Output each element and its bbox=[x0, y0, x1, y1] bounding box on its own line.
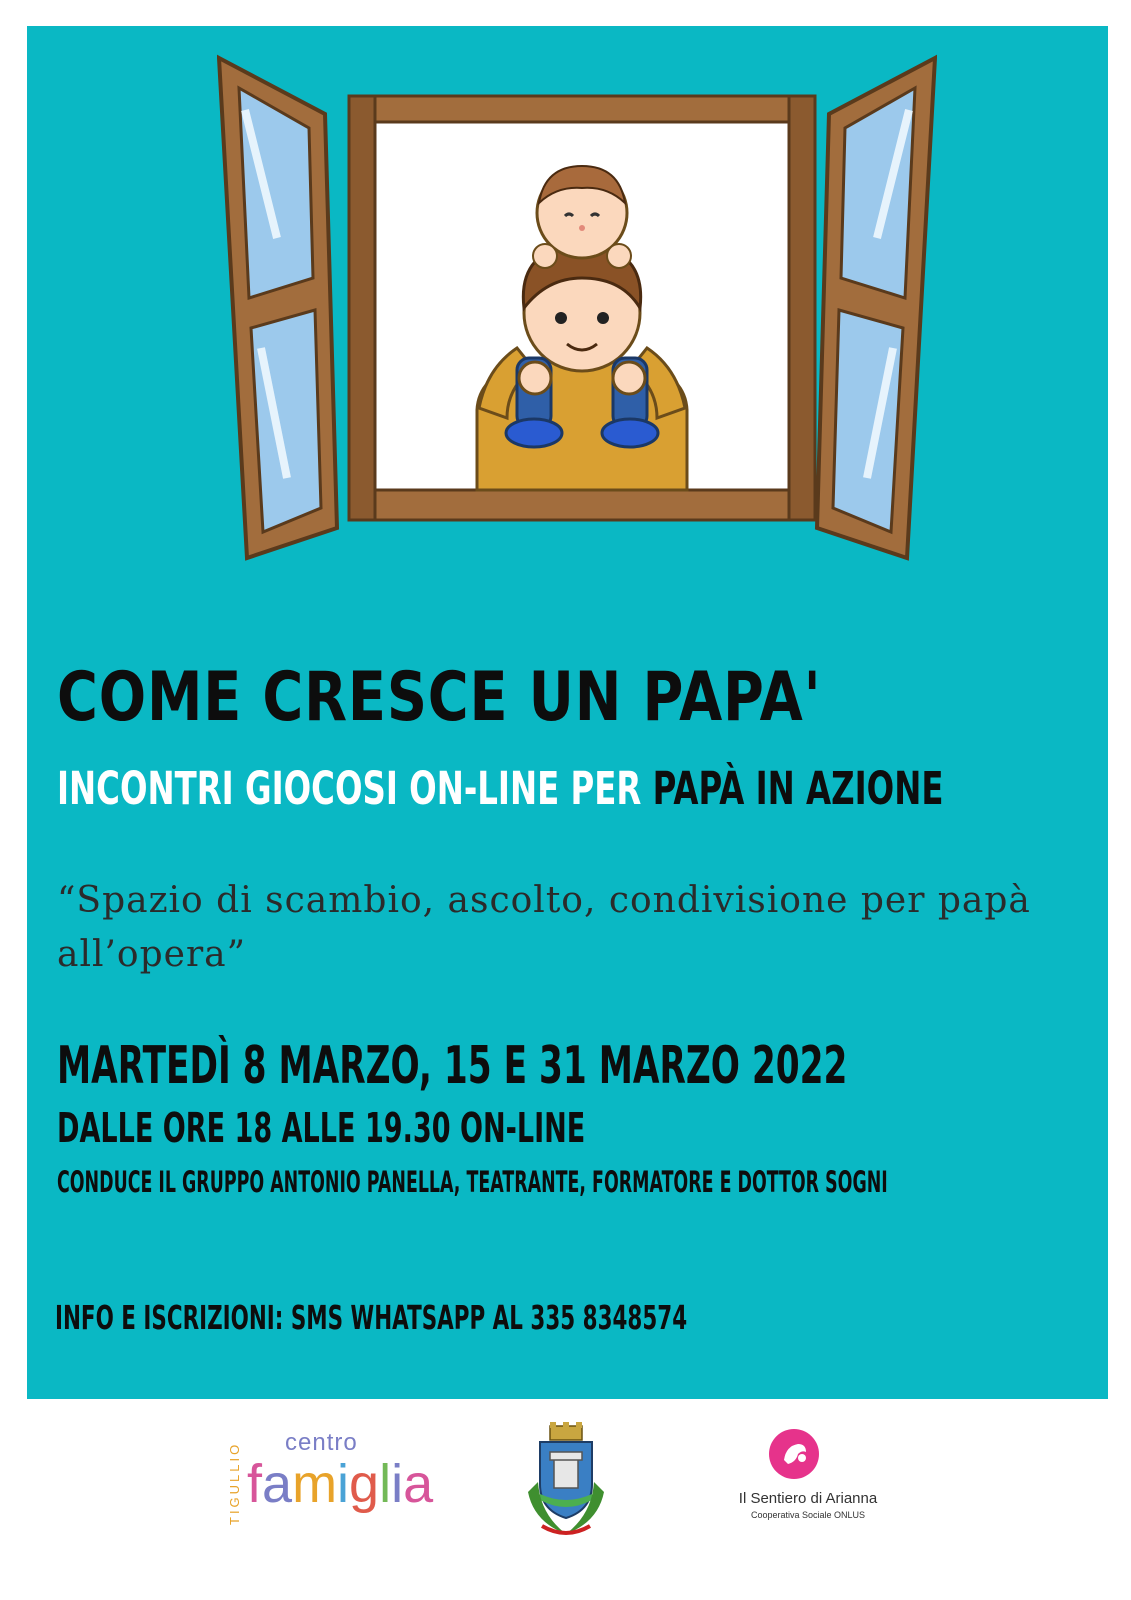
poster-title: COME CRESCE UN PAPA' bbox=[57, 658, 822, 737]
poster-subtitle bbox=[57, 762, 943, 815]
poster-quote: “Spazio di scambio, ascolto, condivisione per papà all’opera” bbox=[57, 880, 1031, 975]
logo-letter: f bbox=[247, 1454, 263, 1514]
logo-letter: i bbox=[391, 1454, 404, 1514]
logo-letter: a bbox=[262, 1454, 293, 1514]
centro-famiglia-logo bbox=[225, 1425, 455, 1535]
sponsor-logos bbox=[0, 1400, 1131, 1600]
sentiero-arianna-logo bbox=[718, 1428, 898, 1538]
event-hours: DALLE ORE 18 ALLE 19.30 ON-LINE bbox=[57, 1104, 586, 1152]
sentiero-name: Il Sentiero di Arianna bbox=[738, 1490, 878, 1507]
logo-letter: i bbox=[337, 1454, 350, 1514]
subtitle-dark-part: PAPÀ IN AZIONE bbox=[652, 762, 944, 815]
logo-letter: l bbox=[379, 1454, 392, 1514]
subtitle-white-part: INCONTRI GIOCOSI ON-LINE PER bbox=[57, 762, 653, 815]
logo-letter: m bbox=[292, 1454, 338, 1514]
sentiero-arianna-icon bbox=[768, 1428, 820, 1480]
event-leader: CONDUCE IL GRUPPO ANTONIO PANELLA, TEATRANTE, FORMATORE E DOTTOR SOGNI bbox=[57, 1165, 888, 1199]
logo-letter: g bbox=[349, 1454, 380, 1514]
sentiero-subtitle: Cooperativa Sociale ONLUS bbox=[750, 1510, 866, 1520]
logo-famiglia-text bbox=[247, 1453, 433, 1515]
event-dates: MARTEDÌ 8 MARZO, 15 E 31 MARZO 2022 bbox=[57, 1036, 848, 1096]
logo-centro-text: centro bbox=[285, 1429, 358, 1456]
logo-letter: a bbox=[403, 1454, 434, 1514]
father-and-baby-in-window-illustration bbox=[217, 38, 937, 593]
municipal-coat-of-arms-icon bbox=[520, 1422, 612, 1540]
poster-panel bbox=[27, 26, 1108, 1399]
logo-vertical-text: TIGULLIO bbox=[227, 1441, 242, 1525]
contact-info: INFO E ISCRIZIONI: SMS WHATSAPP AL 335 8348574 bbox=[55, 1298, 688, 1337]
